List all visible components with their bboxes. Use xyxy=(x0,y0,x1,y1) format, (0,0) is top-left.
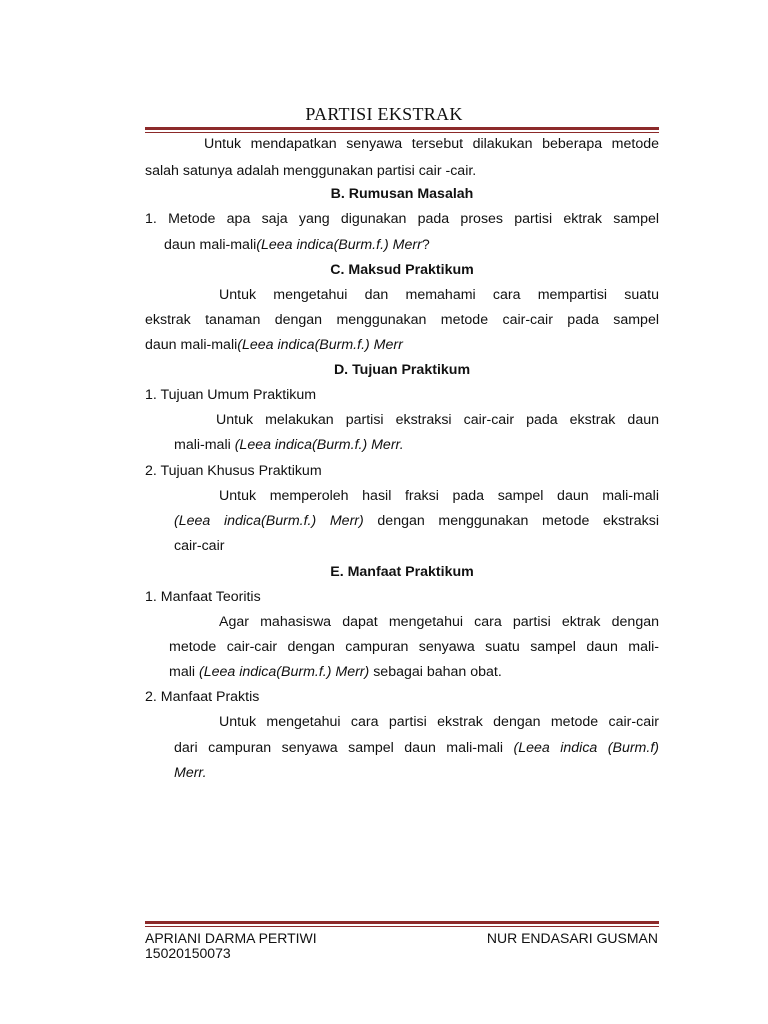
tujuan-umum-line-1: Untuk melakukan partisi ekstraksi cair-cair pada ekstrak daun xyxy=(216,412,659,428)
rumusan-item-1-line-1: 1. Metode apa saja yang digunakan pada proses partisi ektrak sampel xyxy=(145,211,659,227)
manfaat-praktis-heading: 2. Manfaat Praktis xyxy=(145,689,260,705)
rumusan-item-1-line-2: daun mali-mali(Leea indica(Burm.f.) Merr? xyxy=(164,237,430,253)
heading-rumusan-masalah: B. Rumusan Masalah xyxy=(330,186,474,202)
tujuan-khusus-heading: 2. Tujuan Khusus Praktikum xyxy=(145,463,322,479)
manfaat-praktis-line-3: Merr. xyxy=(174,765,207,781)
manfaat-teoritis-heading: 1. Manfaat Teoritis xyxy=(145,589,261,605)
tujuan-khusus-line-1: Untuk memperoleh hasil fraksi pada sampel daun mali-mali xyxy=(219,488,659,504)
author-name-right: NUR ENDASARI GUSMAN xyxy=(486,930,658,946)
tujuan-umum-heading: 1. Tujuan Umum Praktikum xyxy=(145,387,317,403)
heading-tujuan-praktikum: D. Tujuan Praktikum xyxy=(333,362,471,378)
maksud-line-3: daun mali-mali(Leea indica(Burm.f.) Merr xyxy=(145,337,403,353)
author-id-left: 15020150073 xyxy=(145,945,231,961)
manfaat-teoritis-line-1: Agar mahasiswa dapat mengetahui cara partisi ektrak dengan xyxy=(219,614,659,630)
manfaat-praktis-line-2: dari campuran senyawa sampel daun mali-mali (Leea indica (Burm.f) xyxy=(174,740,659,756)
intro-line-2: salah satunya adalah menggunakan partisi cair -cair. xyxy=(145,163,477,179)
maksud-line-2: ekstrak tanaman dengan menggunakan metode cair-cair pada sampel xyxy=(145,312,659,328)
intro-line-1: Untuk mendapatkan senyawa tersebut dilakukan beberapa metode xyxy=(204,136,659,152)
maksud-line-1: Untuk mengetahui dan memahami cara mempartisi suatu xyxy=(219,287,659,303)
manfaat-teoritis-line-2: metode cair-cair dengan campuran senyawa suatu sampel daun mali- xyxy=(169,639,659,655)
page-title: PARTISI EKSTRAK xyxy=(305,104,463,124)
title-divider xyxy=(145,127,659,133)
footer-divider xyxy=(145,921,659,927)
tujuan-khusus-line-3: cair-cair xyxy=(174,538,225,554)
author-name-left: APRIANI DARMA PERTIWI xyxy=(145,930,317,946)
heading-maksud-praktikum: C. Maksud Praktikum xyxy=(330,262,474,278)
tujuan-khusus-line-2: (Leea indica(Burm.f.) Merr) dengan menggunakan metode ekstraksi xyxy=(174,513,659,529)
footer-left xyxy=(145,931,317,961)
footer-right xyxy=(462,931,658,946)
manfaat-praktis-line-1: Untuk mengetahui cara partisi ekstrak dengan metode cair-cair xyxy=(219,714,659,730)
heading-manfaat-praktikum: E. Manfaat Praktikum xyxy=(330,564,474,580)
tujuan-umum-line-2: mali-mali (Leea indica(Burm.f.) Merr. xyxy=(174,437,404,453)
manfaat-teoritis-line-3: mali (Leea indica(Burm.f.) Merr) sebagai bahan obat. xyxy=(169,664,502,680)
